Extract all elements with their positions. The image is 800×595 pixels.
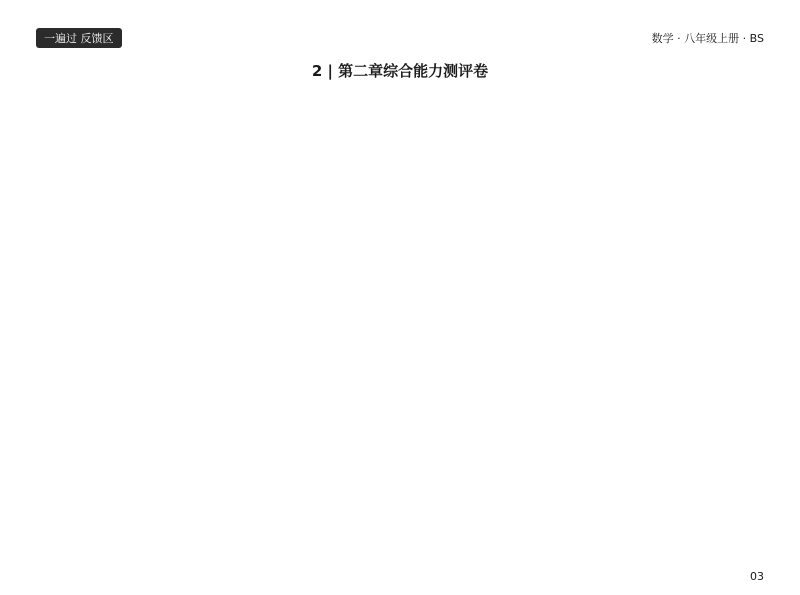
page-number: 03 [750, 570, 764, 583]
page-header [36, 28, 764, 48]
header-right: 数学 · 八年级上册 · BS [651, 32, 764, 45]
header-left: 一遍过 反馈区 [36, 28, 122, 48]
exam-title: 2 | 第二章综合能力测评卷 [311, 62, 489, 80]
